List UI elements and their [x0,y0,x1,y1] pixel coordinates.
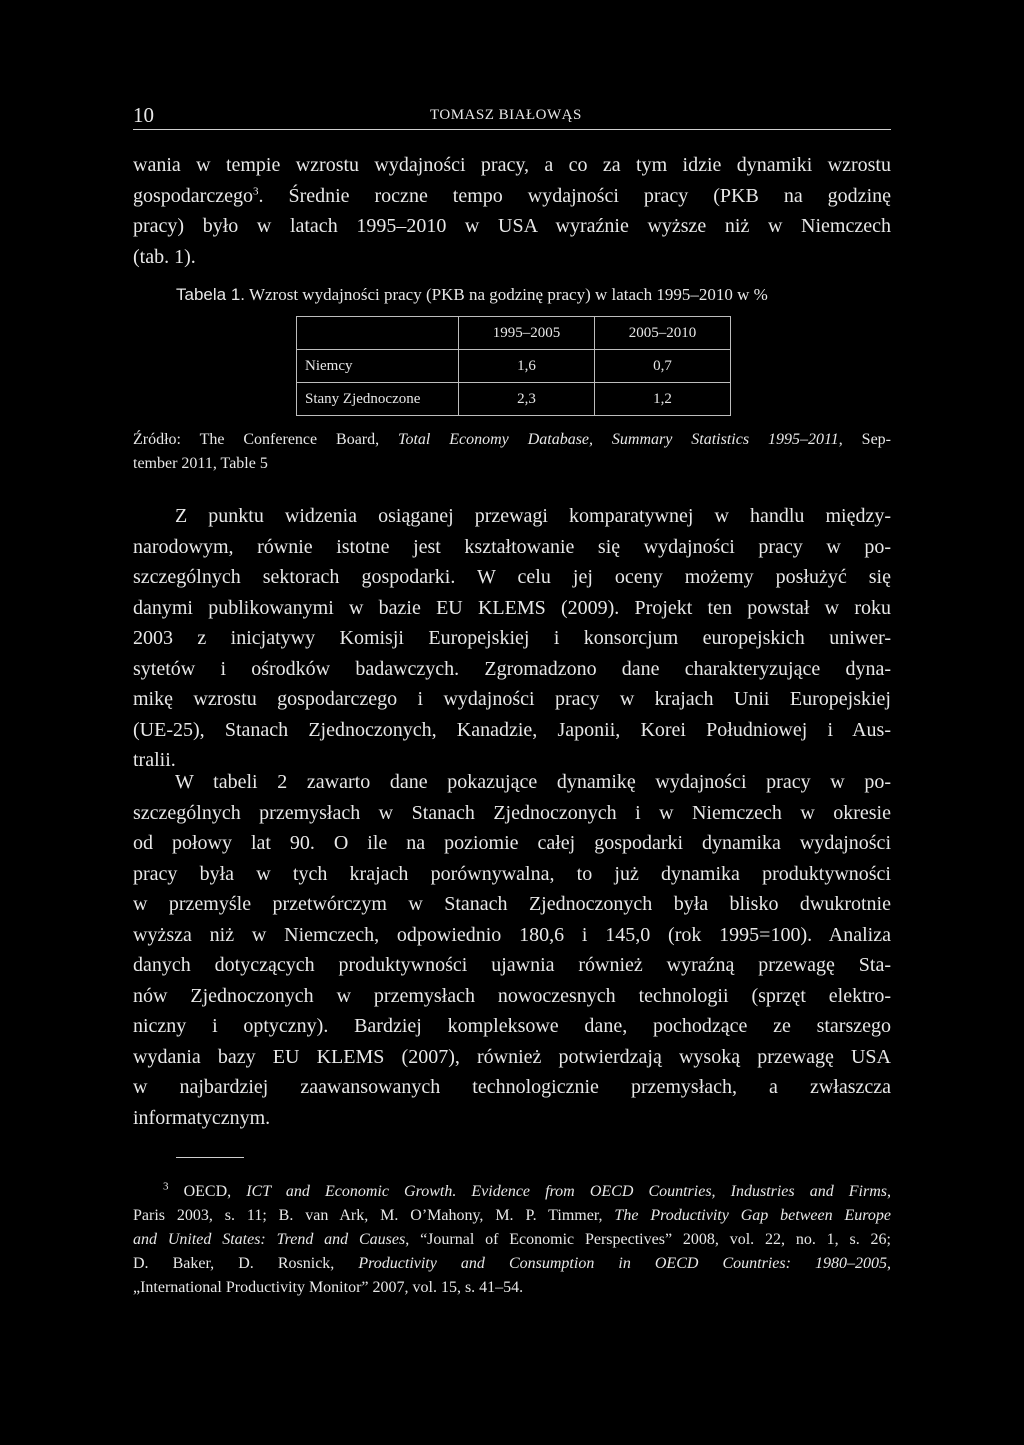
table-caption [176,285,768,305]
text-line: szczególnych sektorach gospodarki. W celu jej oceny możemy posłużyć się [133,566,891,588]
source-line: tember 2011, Table 5 [133,455,268,472]
text-line: danych dotyczących produktywności ujawnia również wyraźną przewagę Sta- [133,954,891,976]
text-line: w przemyśle przetwórczym w Stanach Zjednoczonych była blisko dwukrotnie [133,893,891,915]
table-row-label: Stany Zjednoczone [297,383,459,416]
footnote-line: D. Baker, D. Rosnick, Productivity and Consumption in OECD Countries: 1980–2005, [133,1255,891,1272]
table-row [297,350,731,383]
text-line: gospodarczego$^3$. Średnie roczne tempo wydajności pracy (PKB na godzinę [133,184,891,207]
text-line: wania w tempie wzrostu wydajności pracy, a co za tym idzie dynamiki wzrostu [133,154,891,176]
text-line: (tab. 1). [133,245,196,268]
body-paragraph-3 [133,767,891,1133]
text-line: narodowym, równie istotne jest kształtowanie się wydajności pracy w po- [133,535,891,558]
footnote-ref: 3 [252,184,259,197]
text-line: danymi publikowanymi w bazie EU KLEMS (2009). Projekt ten powstał w roku [133,596,891,619]
body-paragraph-2 [133,501,891,776]
table-cell: 2,3 [459,383,595,416]
footnote-line: Paris 2003, s. 11; B. van Ark, M. O’Mahony, M. P. Timmer, The Productivity Gap between Europe [133,1207,891,1224]
footnote-line: „International Productivity Monitor” 2007, vol. 15, s. 41–54. [133,1279,524,1296]
text-line: w najbardziej zaawansowanych technologicznie przemysłach, a zwłaszcza [133,1076,891,1098]
table-row [297,383,731,416]
table-row-label: Niemcy [297,350,459,383]
table-label: Tabela 1. [176,285,245,304]
text-line: pracy była w tych krajach porównywalna, to już dynamika produktywności [133,862,891,885]
text-line: pracy) było w latach 1995–2010 w USA wyraźnie wyższe niż w Niemczech [133,215,891,237]
text-line: W tabeli 2 zawarto dane pokazujące dynamikę wydajności pracy w po- [175,771,891,793]
text-line: szczególnych przemysłach w Stanach Zjednoczonych i w Niemczech w okresie [133,801,891,824]
table-title: Wzrost wydajności pracy (PKB na godzinę pracy) w latach 1995–2010 w % [248,285,768,304]
table-cell: 0,7 [595,350,731,383]
footnote-line: $^3$ OECD, ICT and Economic Growth. Evidence from OECD Countries, Industries and Firms, [163,1180,892,1200]
text-line: mikę wzrostu gospodarczego i wydajności pracy w krajach Unii Europejskiej [133,688,891,710]
text-line: 2003 z inicjatywy Komisji Europejskiej i konsorcjum europejskich uniwer- [133,627,891,649]
text-line: wydania bazy EU KLEMS (2007), również potwierdzają wysoką przewagę USA [133,1045,891,1068]
source-line: Źródło: The Conference Board, Total Economy Database, Summary Statistics 1995–2011, Sep- [133,431,891,448]
productivity-table [296,316,731,416]
running-head: TOMASZ BIAŁOWĄS [430,107,582,123]
table-cell: 1,6 [459,350,595,383]
footnote-separator [176,1157,244,1158]
table-header-row [297,317,731,350]
text-line: nów Zjednoczonych w przemysłach nowoczesnych technologii (sprzęt elektro- [133,984,891,1007]
text-line: od połowy lat 90. O ile na poziomie całej gospodarki dynamika wydajności [133,832,891,854]
text-line: wyższa niż w Niemczech, odpowiednio 180,6 i 145,0 (rok 1995=100). Analiza [133,923,891,946]
text-line: (UE-25), Stanach Zjednoczonych, Kanadzie, Japonii, Korei Południowej i Aus- [133,718,891,741]
table-source [133,428,891,476]
table-cell: 1,2 [595,383,731,416]
text-line: informatycznym. [133,1106,271,1129]
text-line: sytetów i ośrodków badawczych. Zgromadzono dane charakteryzujące dyna- [133,657,891,680]
footnote-line: and United States: Trend and Causes, “Journal of Economic Perspectives” 2008, vol. 22, no. 1, s. 26; [133,1231,892,1248]
table-header-cell: 2005–2010 [595,317,731,350]
intro-paragraph [133,150,891,272]
table-header-cell [297,317,459,350]
page-header [133,103,891,130]
text-line: niczny i optyczny). Bardziej kompleksowe dane, pochodzące ze starszego [133,1015,891,1037]
text-line: tralii. [133,749,176,771]
text-line: Z punktu widzenia osiąganej przewagi komparatywnej w handlu między- [175,505,891,527]
footnote [133,1180,891,1300]
table-header-cell: 1995–2005 [459,317,595,350]
page-number: 10 [133,103,154,127]
